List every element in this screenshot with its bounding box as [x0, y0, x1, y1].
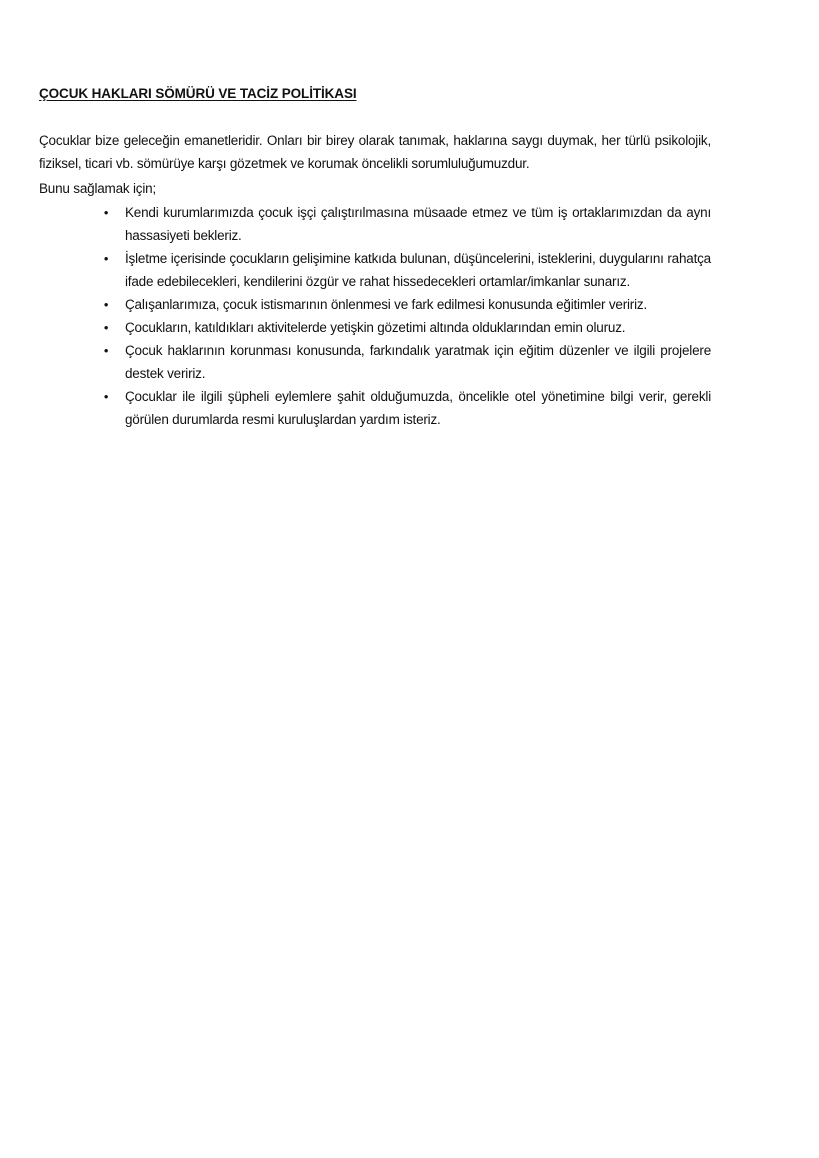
- list-item-text: Kendi kurumlarımızda çocuk işçi çalıştırılmasına müsaade etmez ve tüm iş ortaklarımızdan da aynı hassasiyeti bekleriz.: [125, 205, 711, 243]
- list-item-text: Çalışanlarımıza, çocuk istismarının önlenmesi ve fark edilmesi konusunda eğitimler veririz.: [125, 297, 648, 312]
- bullet-icon: •: [103, 320, 109, 335]
- bullet-icon: •: [103, 389, 109, 404]
- bullet-icon: •: [103, 297, 109, 312]
- list-item: [103, 201, 711, 247]
- list-item: [103, 247, 711, 293]
- bullet-icon: •: [103, 251, 109, 266]
- list-item: [103, 385, 711, 431]
- list-item-text: İşletme içerisinde çocukların gelişimine katkıda bulunan, düşüncelerini, isteklerini, duygularını rahatça ifade edebilecekleri, kendilerini özgür ve rahat hissedecekleri ortamlar/imkanlar sunarız.: [125, 251, 711, 289]
- intro-paragraph: Çocuklar bize geleceğin emanetleridir. Onları bir birey olarak tanımak, haklarına saygı duymak, her türlü psikolojik, fiziksel, ticari vb. sömürüye karşı gözetmek ve korumak öncelikli sorumluluğumuzdur.: [39, 133, 711, 171]
- list-item: [103, 293, 711, 316]
- list-item-text: Çocuk haklarının korunması konusunda, farkındalık yaratmak için eğitim düzenler ve ilgili projelere destek veririz.: [125, 343, 711, 381]
- document-title: ÇOCUK HAKLARI SÖMÜRÜ VE TACİZ POLİTİKASI: [39, 86, 357, 101]
- document-body: [39, 86, 711, 431]
- list-item: [103, 339, 711, 385]
- policy-bullet-list: [39, 201, 711, 431]
- lead-paragraph: Bunu sağlamak için;: [39, 181, 157, 196]
- bullet-icon: •: [103, 343, 109, 358]
- list-item: [103, 316, 711, 339]
- list-item-text: Çocuklar ile ilgili şüpheli eylemlere şahit olduğumuzda, öncelikle otel yönetimine bilgi verir, gerekli görülen durumlarda resmi kuruluşlardan yardım isteriz.: [125, 389, 711, 427]
- list-item-text: Çocukların, katıldıkları aktivitelerde yetişkin gözetimi altında olduklarından emin oluruz.: [125, 320, 626, 335]
- bullet-icon: •: [103, 205, 109, 220]
